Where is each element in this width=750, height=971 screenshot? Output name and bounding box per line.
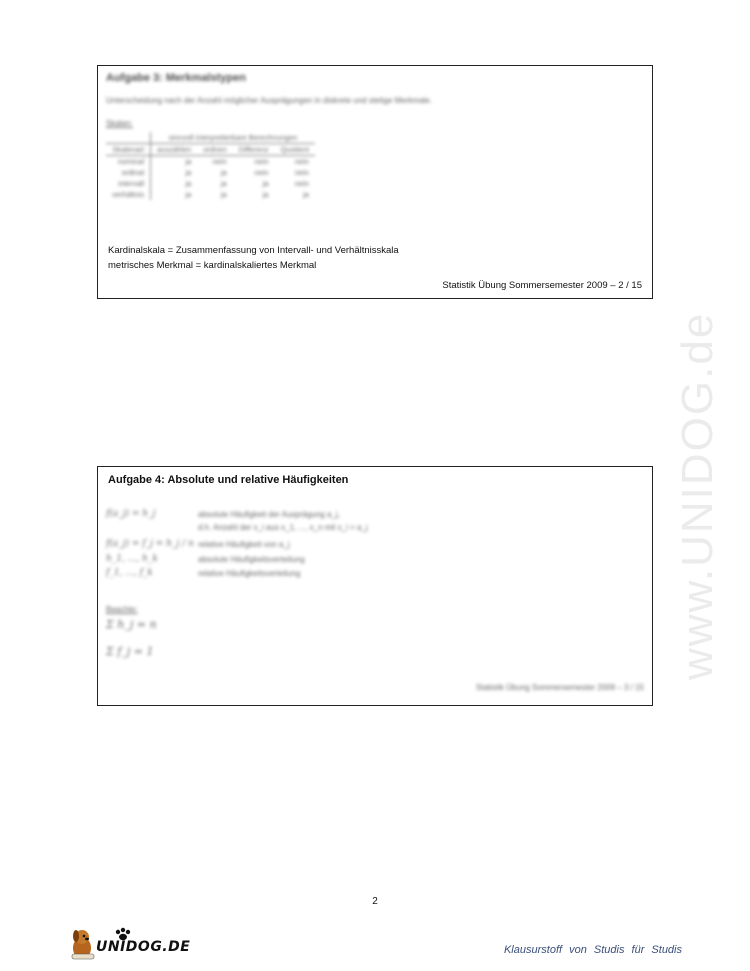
table-cell: ja bbox=[262, 190, 269, 199]
table-cell: verhältnis bbox=[112, 190, 145, 199]
table-row bbox=[106, 167, 315, 178]
scales-table bbox=[106, 132, 315, 200]
blurred-preview-area bbox=[106, 509, 646, 699]
table-cell: ja bbox=[220, 179, 227, 188]
tagline: Klausurstoff von Studis für Studis bbox=[503, 944, 682, 956]
page-number: 2 bbox=[372, 896, 378, 907]
table-row bbox=[106, 178, 315, 189]
formula-lhs: h_1, ..., h_k bbox=[106, 554, 158, 564]
table-row bbox=[106, 189, 315, 200]
table-group-header: sinnvoll interpretierbare Berechnungen bbox=[151, 132, 315, 144]
slide-aufgabe-3 bbox=[97, 65, 653, 299]
slide-footer: Statistik Übung Sommersemester 2009 – 3 / 15 bbox=[475, 683, 644, 692]
watermark bbox=[660, 250, 732, 690]
table-header-row bbox=[106, 144, 315, 156]
watermark-text: www.UNIDOG.de bbox=[673, 311, 722, 680]
table-cell: nein bbox=[294, 157, 309, 166]
slide-aufgabe-4 bbox=[97, 466, 653, 706]
slide-title: Aufgabe 3: Merkmalstypen bbox=[106, 72, 246, 84]
table-cell: nein bbox=[294, 168, 309, 177]
formula-rhs: absolute Häufigkeitsverteilung bbox=[198, 555, 305, 564]
table-cell: nein bbox=[212, 157, 227, 166]
blurred-preview-area bbox=[106, 72, 646, 244]
formula-lhs: f(a_j) = h_j bbox=[106, 509, 156, 519]
table-cell: nein bbox=[254, 168, 269, 177]
table-cell: nein bbox=[254, 157, 269, 166]
table-cell: ja bbox=[262, 179, 269, 188]
table-cell: nominal bbox=[117, 157, 145, 166]
formula-rhs: relative Häufigkeit von a_j bbox=[198, 540, 290, 549]
table-cell: intervall bbox=[118, 179, 145, 188]
slide-footer: Statistik Übung Sommersemester 2009 – 2 / 15 bbox=[442, 280, 642, 291]
sum-formula-1: Σ h_j = n bbox=[106, 618, 157, 631]
formula-lhs: f_1, ..., f_k bbox=[106, 568, 153, 578]
slide-intro: Unterscheidung nach der Anzahl möglicher Ausprägungen in diskrete und stetige Merkmale. bbox=[106, 96, 432, 105]
sum-formula-2: Σ f_j = 1 bbox=[106, 645, 154, 658]
table-header-cell: ordnen bbox=[197, 144, 232, 156]
table-header-cell: auszählen bbox=[151, 144, 198, 156]
table-row bbox=[106, 156, 315, 168]
table-header-cell: Differenz bbox=[233, 144, 275, 156]
slide-title: Aufgabe 4: Absolute und relative Häufigkeiten bbox=[108, 474, 349, 486]
table-cell: ja bbox=[220, 190, 227, 199]
formula-lhs: f(a_j) = f_j = h_j / n bbox=[106, 539, 194, 549]
table-cell: ja bbox=[220, 168, 227, 177]
formula-rhs: absolute Häufigkeit der Ausprägung a_j, bbox=[198, 510, 340, 519]
table-cell: ordinal bbox=[121, 168, 145, 177]
table-cell: ja bbox=[303, 190, 309, 199]
logo-text: UNIDOG.DE bbox=[96, 939, 191, 955]
table-cell: nein bbox=[294, 179, 309, 188]
table-cell: ja bbox=[151, 178, 198, 189]
table-cell: ja bbox=[151, 167, 198, 178]
table-header-cell: Skalenart bbox=[106, 144, 151, 156]
note-label: Beachte: bbox=[106, 605, 138, 614]
definition-line-1: Kardinalskala = Zusammenfassung von Intervall- und Verhältnisskala bbox=[108, 245, 399, 256]
table-cell: ja bbox=[151, 156, 198, 168]
definition-line-2: metrisches Merkmal = kardinalskaliertes Merkmal bbox=[108, 260, 317, 271]
scales-label: Skalen: bbox=[106, 119, 133, 128]
formula-rhs: d.h. Anzahl der x_i aus x_1, ..., x_n mit x_i = a_j bbox=[198, 523, 368, 532]
table-header-cell: Quotient bbox=[275, 144, 315, 156]
table-cell: ja bbox=[151, 189, 198, 200]
formula-rhs: relative Häufigkeitsverteilung bbox=[198, 569, 301, 578]
formula-list bbox=[106, 509, 646, 591]
